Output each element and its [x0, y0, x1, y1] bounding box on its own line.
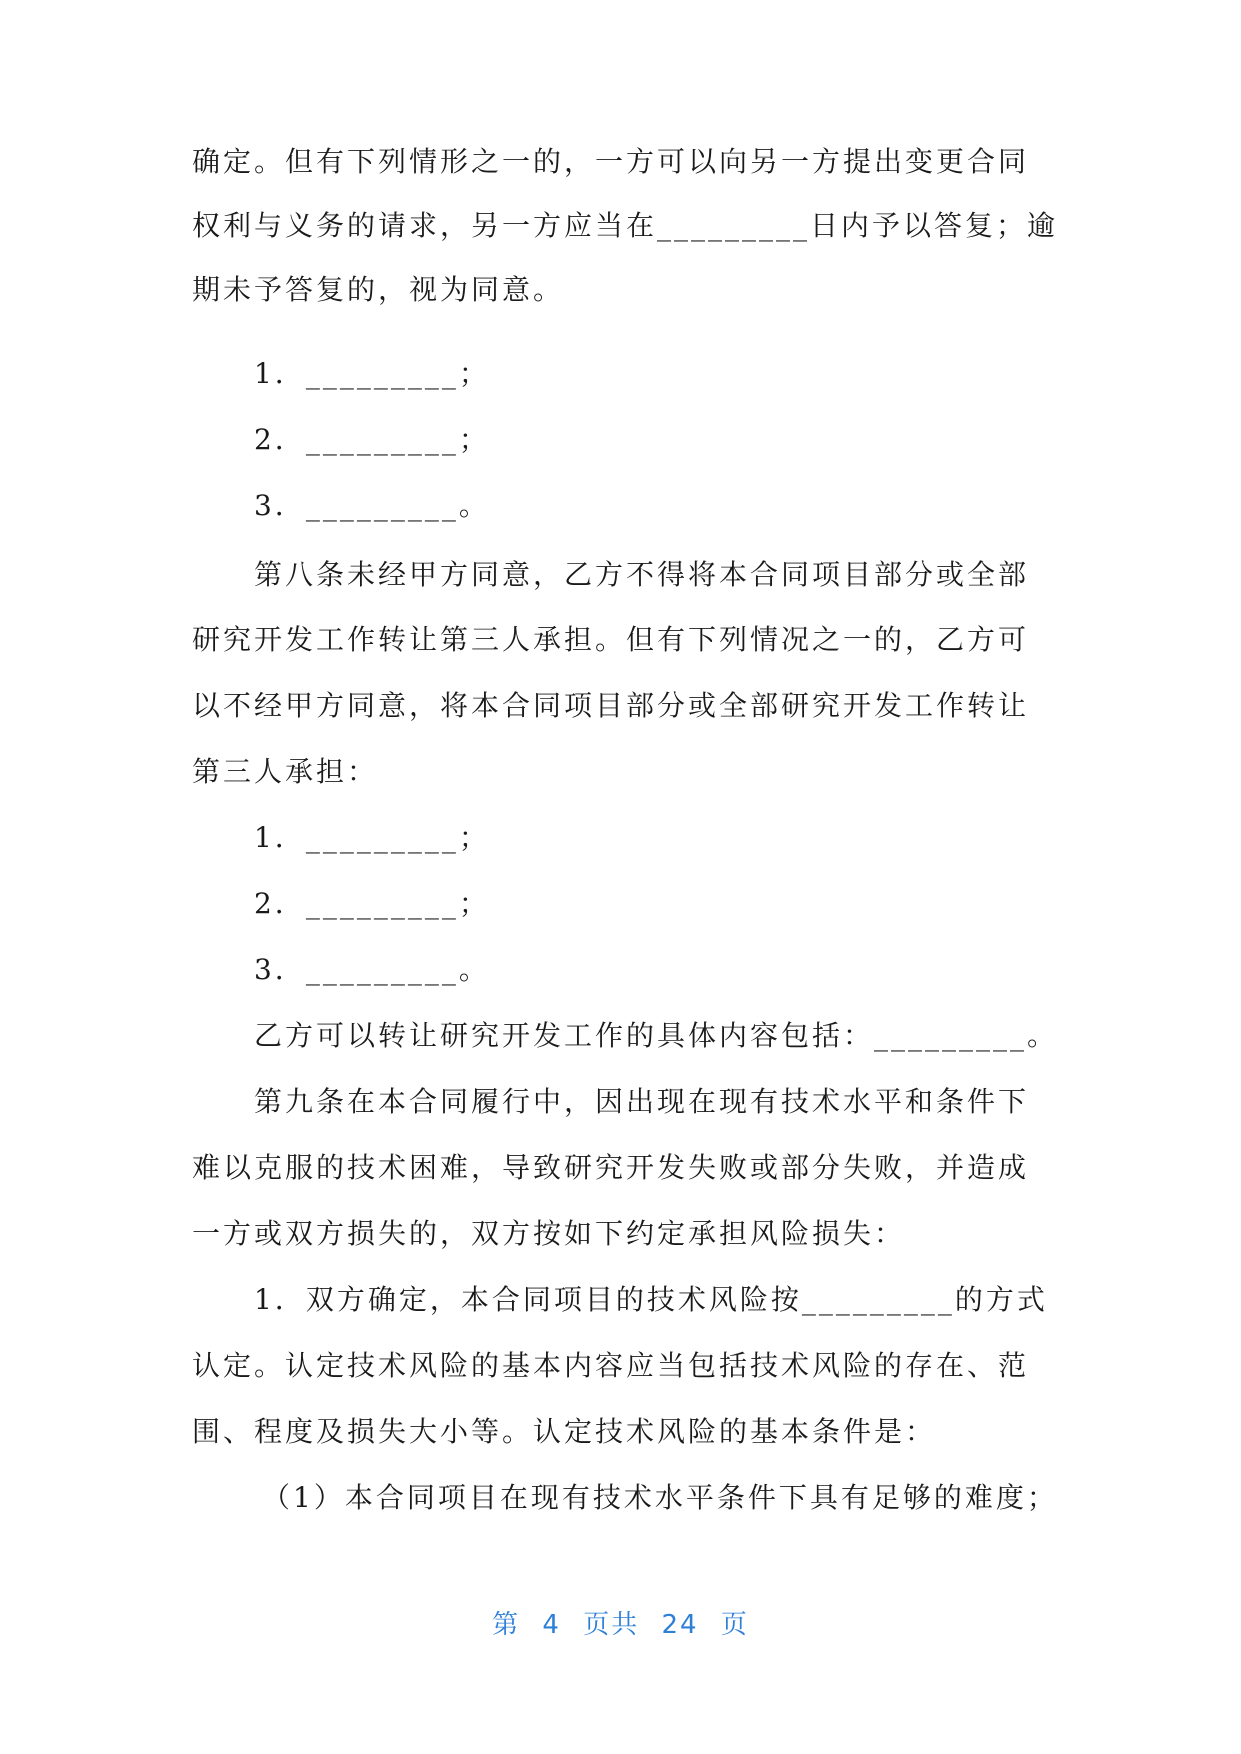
list-item: 1．双方确定，本合同项目的技术风险按_________的方式 — [254, 1283, 1048, 1316]
list-item: 3．_________。 — [254, 489, 490, 522]
list-item: 2．_________； — [254, 887, 490, 920]
text-line: 难以克服的技术困难，导致研究开发失败或部分失败，并造成 — [192, 1151, 1030, 1184]
text-line: 确定。但有下列情形之一的，一方可以向另一方提出变更合同 — [192, 145, 1030, 178]
list-item: 2．_________； — [254, 423, 490, 456]
footer-suffix: 页 — [720, 1610, 749, 1640]
footer-middle: 页共 — [583, 1610, 640, 1640]
text-line: 研究开发工作转让第三人承担。但有下列情况之一的，乙方可 — [192, 623, 1030, 656]
text-line: 第三人承担： — [192, 755, 379, 788]
text-line: 一方或双方损失的，双方按如下约定承担风险损失： — [192, 1217, 906, 1250]
text-line: 认定。认定技术风险的基本内容应当包括技术风险的存在、范 — [192, 1349, 1030, 1382]
text-line: 期未予答复的，视为同意。 — [192, 273, 565, 306]
text-line: 第九条在本合同履行中，因出现在现有技术水平和条件下 — [254, 1085, 1030, 1118]
page-footer — [0, 1604, 1241, 1641]
list-item: 1．_________； — [254, 357, 490, 390]
text-line: 围、程度及损失大小等。认定技术风险的基本条件是： — [192, 1415, 937, 1448]
list-item: （1）本合同项目在现有技术水平条件下具有足够的难度； — [262, 1481, 1058, 1514]
text-line: 乙方可以转让研究开发工作的具体内容包括：_________。 — [254, 1019, 1059, 1052]
text-line: 以不经甲方同意，将本合同项目部分或全部研究开发工作转让 — [192, 689, 1030, 722]
list-item: 1．_________； — [254, 821, 490, 854]
footer-prefix: 第 — [492, 1610, 521, 1640]
text-line: 权利与义务的请求，另一方应当在_________日内予以答复；逾 — [192, 209, 1059, 242]
footer-page-number: 4 — [542, 1610, 561, 1640]
list-item: 3．_________。 — [254, 953, 490, 986]
text-line: 第八条未经甲方同意，乙方不得将本合同项目部分或全部 — [254, 558, 1030, 591]
footer-total-pages: 24 — [661, 1610, 699, 1640]
